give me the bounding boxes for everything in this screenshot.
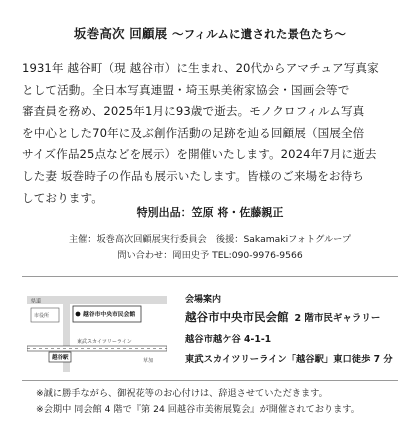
description-line: を中心とした70年に及ぶ創作活動の足跡を辿る回顧展（国展全倍 bbox=[22, 125, 365, 140]
description bbox=[22, 58, 400, 209]
divider-top bbox=[22, 276, 398, 277]
notes bbox=[36, 386, 416, 418]
description-line: しております。 bbox=[22, 190, 103, 205]
road-top-label: 県道 bbox=[31, 298, 42, 305]
organizer-info bbox=[0, 232, 420, 264]
title-main: 坂巻高次 回顧展 bbox=[73, 26, 168, 41]
road-bottom-label: 草加 bbox=[143, 358, 154, 364]
railway-label: 東武スカイツリーライン bbox=[77, 339, 132, 345]
title-subtitle: 〜フィルムに遺された景色たち〜 bbox=[171, 27, 347, 41]
description-line: 審査員を務め、2025年1月に93歳で逝去。モノクロフィルム写真 bbox=[22, 104, 365, 119]
special-exhibitors: 特別出品：笠原 将・佐藤親正 bbox=[136, 206, 284, 219]
venue-marker-icon bbox=[76, 312, 81, 317]
city-hall-label: 市役所 bbox=[34, 313, 50, 319]
venue-info bbox=[185, 292, 415, 365]
road-top bbox=[27, 296, 167, 304]
organizer: 主催：坂巻高次回顧展実行委員会 後援：Sakamakiフォトグループ bbox=[68, 234, 352, 245]
description-line: として活動。全日本写真連盟・埼玉県美術家協会・国画会等で bbox=[22, 82, 350, 97]
note-item: ※会期中 同会館 4 階で『第 24 回越谷市美術展覧会』が開催されております。 bbox=[36, 404, 360, 415]
venue-floor: 2 階市民ギャラリー bbox=[294, 313, 381, 324]
contact: 問い合わせ：岡田史予 TEL:090-9976-9566 bbox=[117, 250, 303, 261]
description-line: 1931年 越谷町（現 越谷市）に生まれ、20代からアマチュア写真家 bbox=[22, 61, 379, 75]
venue-access: 東武スカイツリーライン「越谷駅」東口徒歩 7 分 bbox=[185, 354, 393, 365]
venue-address: 越谷市越ケ谷 4-1-1 bbox=[185, 334, 272, 345]
description-line: した妻 坂巻時子の作品も展示いたします。皆様のご来場をお待ち bbox=[22, 168, 364, 183]
page-title bbox=[0, 24, 420, 42]
venue-heading: 会場案内 bbox=[185, 295, 222, 305]
venue-map-label: 越谷市中央市民会館 bbox=[83, 312, 136, 318]
station-label: 越谷駅 bbox=[52, 355, 69, 361]
note-item: ※誠に勝手ながら、御祝花等のお心付けは、辞退させていただきます。 bbox=[36, 388, 328, 399]
description-line: サイズ作品25点などを展示）を開催いたします。2024年7月に逝去 bbox=[22, 147, 377, 162]
venue-name: 越谷市中央市民会館 bbox=[185, 310, 289, 324]
access-map bbox=[27, 284, 167, 372]
divider-bottom bbox=[22, 380, 398, 381]
